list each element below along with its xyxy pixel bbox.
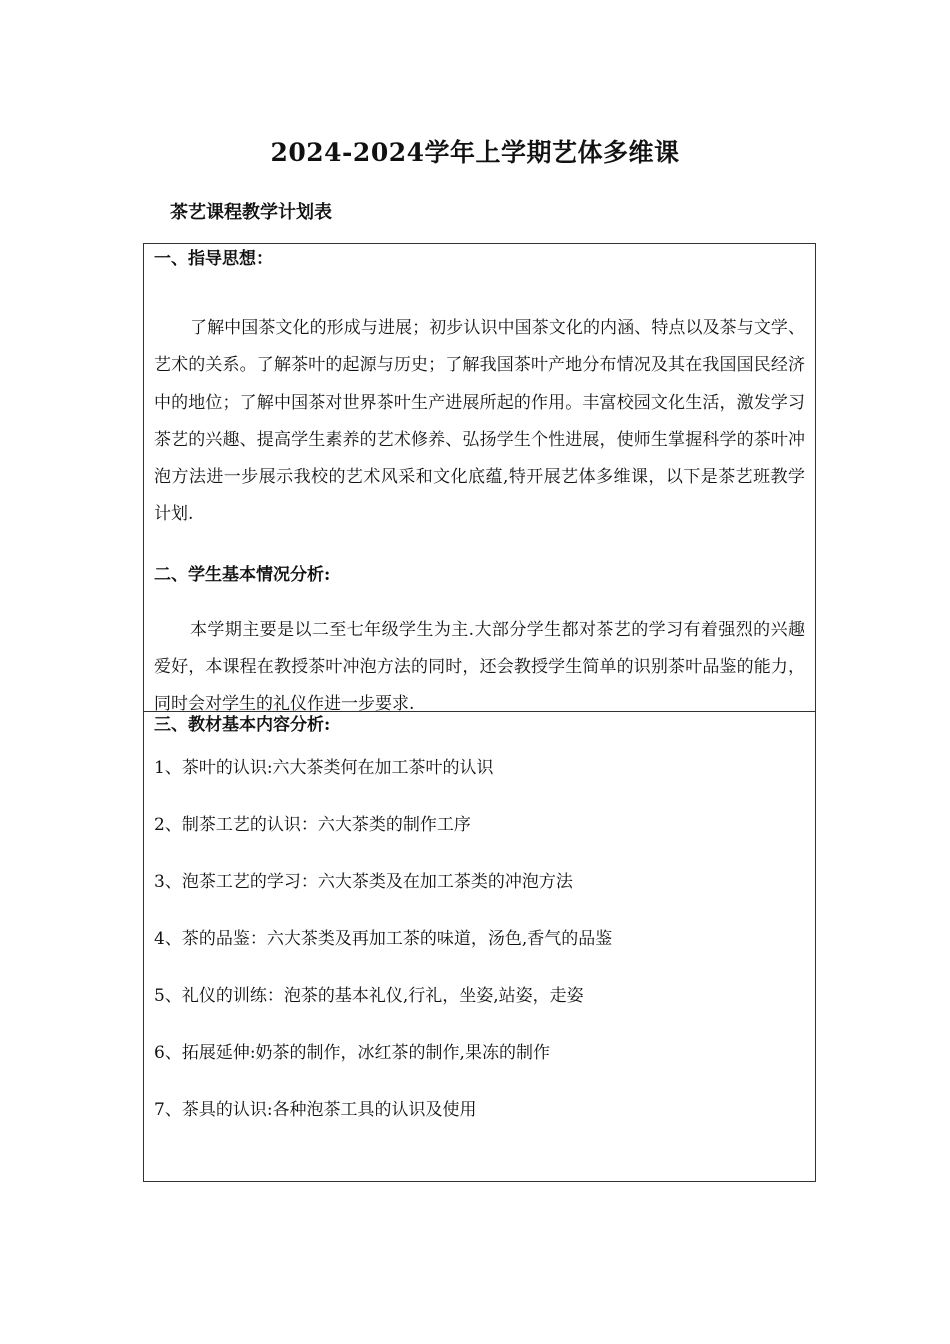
list-item: 7、茶具的认识:各种泡茶工具的认识及使用 <box>154 1100 477 1120</box>
list-item: 1、茶叶的认识:六大茶类何在加工茶叶的认识 <box>154 758 494 778</box>
list-item: 2、制茶工艺的认识：六大茶类的制作工序 <box>154 815 471 835</box>
section-heading-guiding: 一、指导思想： <box>154 249 273 269</box>
list-item: 6、拓展延伸:奶茶的制作，冰红茶的制作,果冻的制作 <box>154 1043 550 1063</box>
table-cell-guiding-students <box>144 244 815 715</box>
list-item: 5、礼仪的训练：泡茶的基本礼仪,行礼，坐姿,站姿，走姿 <box>154 986 584 1006</box>
section-paragraph-students: 本学期主要是以二至七年级学生为主.大部分学生都对茶艺的学习有着强烈的兴趣爱好，本课程在教授茶叶冲泡方法的同时，还会教授学生简单的识别茶叶品鉴的能力，同时会对学生的礼仪作进一步要求. <box>154 619 805 715</box>
section-heading-materials: 三、教材基本内容分析: <box>154 715 331 735</box>
table-cell-materials <box>144 712 815 1181</box>
section-heading-students: 二、学生基本情况分析: <box>154 564 331 585</box>
document-title: 2024-2024学年上学期艺体多维课 <box>270 138 680 167</box>
plan-table <box>143 243 816 1182</box>
list-item: 4、茶的品鉴：六大茶类及再加工茶的味道，汤色,香气的品鉴 <box>154 929 613 949</box>
section-paragraph-guiding: 了解中国茶文化的形成与进展；初步认识中国茶文化的内涵、特点以及茶与文学、艺术的关系。了解茶叶的起源与历史；了解我国茶叶产地分布情况及其在我国国民经济中的地位；了解中国茶对世界茶叶生产进展所起的作用。丰富校园文化生活，激发学习茶艺的兴趣、提高学生素养的艺术修养、弘扬学生个性进展，使师生掌握科学的茶叶冲泡方法进一步展示我校的艺术风采和文化底蕴,特开展艺体多维课，以下是茶艺班教学计划. <box>154 318 805 525</box>
document-subtitle: 茶艺课程教学计划表 <box>170 202 332 223</box>
list-item: 3、泡茶工艺的学习：六大茶类及在加工茶类的冲泡方法 <box>154 872 573 892</box>
